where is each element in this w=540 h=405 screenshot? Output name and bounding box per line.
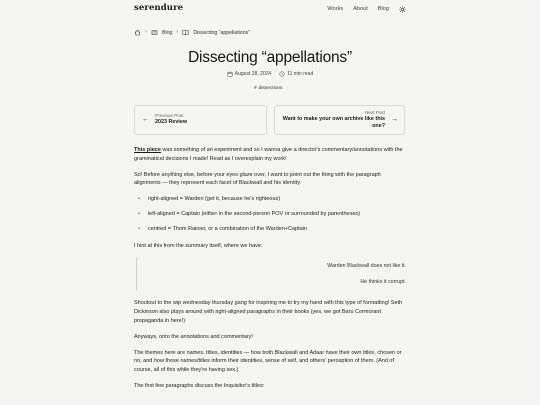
paragraph: Anyways, onto the annotations and commentary! bbox=[134, 333, 253, 340]
paragraph: I hint at this from the summary itself, where we have: bbox=[134, 242, 263, 249]
quote-line: Warden Blackwall does not like it. bbox=[327, 263, 406, 270]
blog-icon bbox=[151, 29, 158, 36]
bullet: • bbox=[138, 196, 140, 203]
list-item bbox=[138, 225, 406, 234]
list-item-text: right-aligned = Warden (get it, because he's righteous) bbox=[147, 196, 281, 203]
previous-post-title: 2023 Review bbox=[155, 119, 188, 126]
calendar-icon bbox=[227, 71, 233, 77]
list-item bbox=[138, 195, 406, 204]
top-navigation bbox=[0, 0, 540, 18]
chevron-right-icon: › bbox=[176, 29, 179, 35]
previous-post-card[interactable] bbox=[134, 105, 267, 135]
next-post-label: Next Post bbox=[365, 109, 385, 115]
hash-icon: # bbox=[254, 86, 257, 92]
nav-links bbox=[327, 5, 406, 14]
read-time bbox=[279, 70, 313, 78]
list-item-text: centred = Thom Rainier, or a combination of the Warden+Captain bbox=[147, 225, 307, 232]
clock-icon bbox=[279, 71, 285, 77]
tag-label: dissections bbox=[258, 86, 283, 92]
previous-post-label: Previous Post bbox=[155, 113, 184, 119]
paragraph-text: was something of an experiment and so I wanna give a director's commentary/annotations with the grammatical decisions I made! Read as I overexplain my work! bbox=[134, 147, 403, 162]
list-item bbox=[138, 210, 406, 219]
paragraph: So! Before anything else, before your eyes glaze over, I want to point out the thing with the paragraph alignments — they represent each facet of Blackwall and his identity: bbox=[134, 171, 381, 187]
list-item-text: left-aligned = Captain (either in the second-person POV or surrounded by parentheses) bbox=[147, 210, 360, 217]
paragraph: The themes here are names, titles, identities — how both Blackwall and Adaar have their own titles, chosen or no, and how those names/titles inform their identities, sense of self, and others' perception of them. (And of course, all of this while they're having sex.) bbox=[134, 349, 402, 374]
breadcrumb-blog[interactable]: Blog bbox=[162, 29, 173, 36]
page-title: Dissecting “appellations” bbox=[188, 49, 352, 66]
nav-works[interactable]: Works bbox=[327, 5, 344, 12]
paragraph bbox=[134, 146, 406, 164]
bullet: • bbox=[138, 225, 140, 232]
blockquote bbox=[136, 257, 406, 290]
paragraph: The first few paragraphs discuss the Inquisitor's titles: bbox=[134, 382, 265, 389]
home-icon[interactable] bbox=[134, 29, 141, 36]
post-date-text: August 28, 2024 bbox=[234, 71, 272, 77]
breadcrumb bbox=[134, 28, 250, 38]
post-content bbox=[134, 146, 406, 398]
nav-blog[interactable]: Blog bbox=[377, 5, 389, 12]
theme-toggle-sun-icon[interactable] bbox=[399, 6, 406, 13]
tag-dissections[interactable] bbox=[250, 84, 286, 94]
site-brand[interactable]: serendure bbox=[134, 3, 184, 14]
chevron-right-icon: › bbox=[145, 29, 147, 35]
breadcrumb-current: Dissecting “appellations” bbox=[193, 29, 250, 36]
this-piece-link[interactable]: This piece bbox=[134, 147, 161, 153]
next-post-title: Want to make your own archive like this one? bbox=[282, 115, 385, 129]
read-time-text: 11 min read bbox=[287, 71, 314, 77]
bullet: • bbox=[138, 210, 140, 217]
alignment-list bbox=[138, 195, 406, 233]
post-meta bbox=[0, 70, 540, 78]
paragraph: Shoutout to the wip wednesday thursday gang for inspiring me to try my hand with this type of formatting! Seth Dickinson also plays around with right-aligned paragraphs in their books (yes, we got Baru Cormorant propaganda in here!) bbox=[134, 300, 403, 324]
quote-line: He thinks it corrupt. bbox=[360, 278, 406, 285]
book-icon bbox=[182, 29, 189, 36]
post-date bbox=[227, 70, 271, 78]
arrow-right-icon: → bbox=[391, 116, 398, 124]
nav-about[interactable]: About bbox=[353, 5, 368, 12]
next-post-card[interactable] bbox=[274, 105, 405, 135]
arrow-left-icon: ← bbox=[142, 116, 149, 124]
